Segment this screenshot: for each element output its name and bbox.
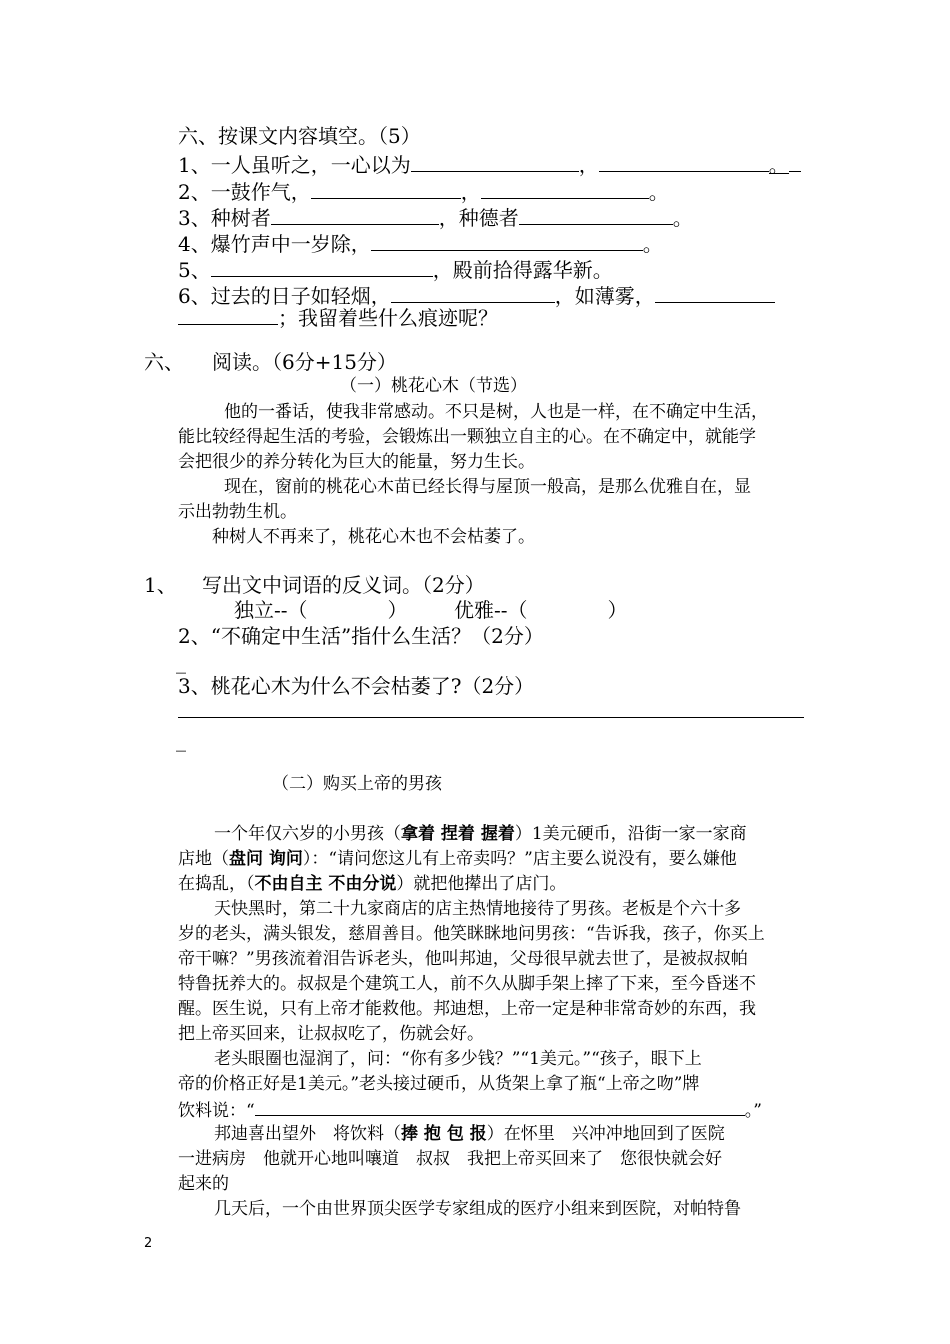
blank[interactable] [255, 1101, 745, 1116]
text: 一个年仅六岁的小男孩（ [214, 824, 401, 844]
passage1-line: 现在，窗前的桃花心木苗已经长得与屋顶一般高，是那么优雅自在，显 [224, 477, 751, 497]
passage2-line: 几天后，一个由世界顶尖医学专家组成的医疗小组来到医院，对帕特鲁 [214, 1199, 741, 1219]
fill-q3-end: 。 [672, 206, 693, 230]
passage1-line: 示出勃勃生机。 [178, 502, 297, 522]
fill-q4 [178, 232, 663, 254]
passage2-line: 老头眼圈也湿润了，问：“你有多少钱？”“1美元。”“孩子，眼下上 [214, 1049, 702, 1069]
word-choice[interactable]: 盘问 询问 [229, 849, 303, 869]
passage1-line: 种树人不再来了，桃花心木也不会枯萎了。 [212, 527, 535, 547]
text: 邦迪喜出望外 将饮料（ [214, 1124, 401, 1144]
passage2-line: 把上帝买回来，让叔叔吃了，伤就会好。 [178, 1024, 484, 1044]
fill-q6-mid: ，如薄雾， [554, 284, 655, 308]
question1: 写出文中词语的反义词。（2分） [202, 573, 485, 597]
question2-blank[interactable]: _ [176, 650, 186, 674]
fill-q1-prefix: 1、一人虽听之，一心以为 [178, 153, 411, 177]
passage2-line: 特鲁抚养大的。叔叔是个建筑工人，前不久从脚手架上摔了下来，至今昏迷不 [178, 974, 756, 994]
fill-q5-end: ，殿前拾得露华新。 [432, 258, 613, 282]
passage2-line: 岁的老头，满头银发，慈眉善目。他笑眯眯地问男孩：“告诉我，孩子，你买上 [178, 924, 765, 944]
question3: 3、桃花心木为什么不会枯萎了?（2分） [178, 674, 535, 698]
fill-q1-sep: ， [578, 153, 599, 177]
fill-q3-mid: ，种德者 [438, 206, 519, 230]
section6-title: 六、按课文内容填空。（5） [178, 124, 421, 148]
fill-q1 [178, 153, 801, 175]
word-choice[interactable]: 不由自主 不由分说 [254, 874, 397, 894]
fill-q1-end: 。 [768, 153, 789, 177]
passage2-line: 帝的价格正好是1美元。”老头接过硬币，从货架上拿了瓶“上帝之吻”牌 [178, 1074, 700, 1094]
blank[interactable] [411, 153, 579, 172]
fill-q3 [178, 206, 693, 228]
fill-q3-prefix: 3、种树者 [178, 206, 271, 230]
question1-number: 1、 [144, 573, 177, 597]
fill-q6 [178, 284, 775, 306]
passage2-line: 帝干嘛？”男孩流着泪告诉老头，他叫邦迪，父母很早就去世了，是被叔叔帕 [178, 949, 748, 969]
fill-q2-prefix: 2、一鼓作气， [178, 180, 311, 204]
passage1-title: （一）桃花心木（节选） [340, 376, 527, 396]
passage2-line: 起来的 [178, 1174, 229, 1194]
passage2-line [178, 876, 566, 893]
text: 店地（ [178, 849, 229, 869]
blank[interactable] [599, 153, 769, 172]
fill-q2-end: 。 [648, 180, 669, 204]
question1-answer-b[interactable]: 优雅--（ ） [454, 598, 628, 622]
text: 在捣乱，（ [178, 874, 255, 894]
passage2-line: 醒。医生说，只有上帝才能救他。邦迪想，上帝一定是种非常奇妙的东西，我 [178, 999, 756, 1019]
text: 。” [744, 1101, 762, 1121]
word-choice[interactable]: 捧 抱 包 报 [401, 1124, 487, 1144]
answer-line[interactable] [178, 717, 804, 718]
fill-q2 [178, 180, 669, 202]
fill-q6-end: ；我留着些什么痕迹呢？ [278, 306, 498, 330]
blank[interactable] [655, 284, 775, 303]
fill-q5 [178, 258, 613, 280]
fill-q4-end: 。 [642, 232, 663, 256]
passage2-line [214, 826, 747, 843]
blank[interactable] [371, 232, 643, 251]
passage1-line: 他的一番话，使我非常感动。不只是树，人也是一样，在不确定中生活， [224, 402, 768, 422]
blank[interactable] [211, 258, 433, 277]
reading-heading: 阅读。（6分+15分） [212, 350, 397, 374]
text: ）1美元硬币，沿街一家一家商 [514, 824, 747, 844]
passage2-line [178, 851, 737, 868]
question1-answer-a[interactable]: 独立--（ ） [234, 598, 408, 622]
text: 饮料说：“ [178, 1101, 255, 1121]
fill-q6-cont [178, 306, 498, 328]
word-choice[interactable]: 拿着 捏着 握着 [401, 824, 515, 844]
passage2-line: 一进病房 他就开心地叫嚷道 叔叔 我把上帝买回来了 您很快就会好 [178, 1149, 722, 1169]
text: ）就把他撵出了店门。 [396, 874, 567, 894]
fill-q6-prefix: 6、过去的日子如轻烟， [178, 284, 391, 308]
blank[interactable] [789, 153, 801, 172]
blank[interactable] [391, 284, 555, 303]
passage1-line: 会把很少的养分转化为巨大的能量，努力生长。 [178, 452, 535, 472]
passage1-line: 能比较经得起生活的考验，会锻炼出一颗独立自主的心。在不确定中，就能学 [178, 427, 756, 447]
question2: 2、“不确定中生活”指什么生活？（2分） [178, 624, 544, 648]
passage2-line: 天快黑时，第二十九家商店的店主热情地接待了男孩。老板是个六十多 [214, 899, 741, 919]
reading-heading-number: 六、 [144, 350, 184, 374]
page-number: 2 [144, 1236, 153, 1251]
passage2-line [178, 1101, 762, 1120]
fill-q5-prefix: 5、 [178, 258, 211, 282]
blank[interactable] [519, 206, 673, 225]
blank[interactable] [481, 180, 649, 199]
fill-q4-prefix: 4、爆竹声中一岁除， [178, 232, 371, 256]
text: ）：“请问您这儿有上帝卖吗？”店主要么说没有，要么嫌他 [302, 849, 737, 869]
question3-blank[interactable]: _ [176, 728, 186, 752]
fill-q2-sep: ， [460, 180, 481, 204]
text: ）在怀里 兴冲冲地回到了医院 [486, 1124, 725, 1144]
blank[interactable] [178, 306, 278, 325]
passage2-line [214, 1126, 725, 1143]
blank[interactable] [271, 206, 439, 225]
blank[interactable] [311, 180, 461, 199]
passage2-title: （二）购买上帝的男孩 [272, 774, 442, 794]
